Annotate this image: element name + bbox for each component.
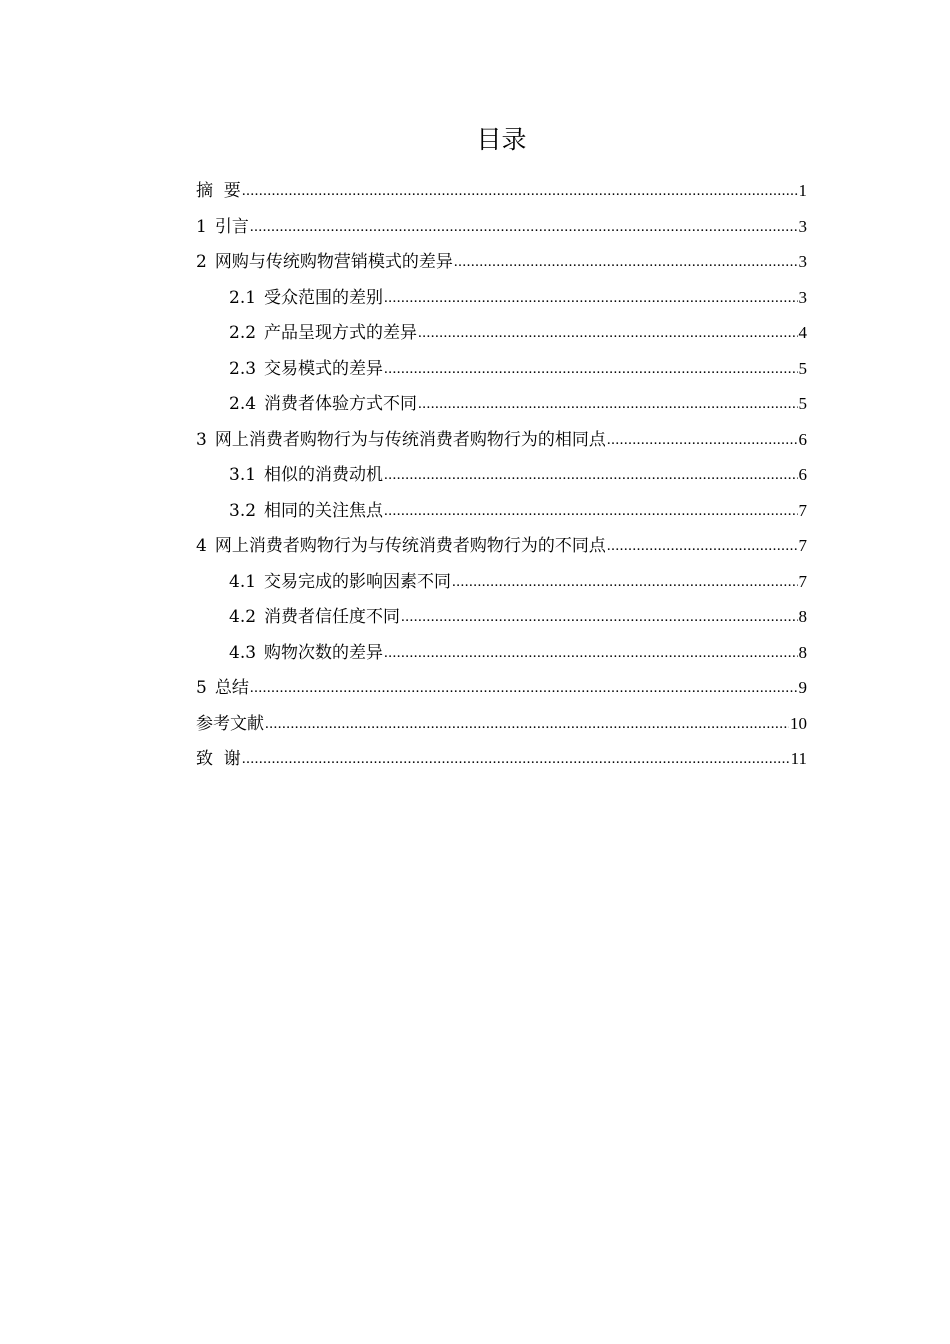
toc-entry-page: 7 [798, 571, 807, 591]
toc-leader-dots [607, 422, 798, 459]
toc-entry-section-2-1[interactable] [196, 280, 807, 316]
toc-entry-label: 致 谢 [196, 749, 241, 769]
toc-entry-section-2-3[interactable] [196, 351, 807, 387]
toc-entry-label: 2.1 受众范围的差别 [229, 287, 384, 308]
toc-entry-label: 5 总结 [196, 678, 249, 698]
toc-entry-page: 8 [798, 642, 807, 662]
toc-leader-dots [384, 457, 797, 494]
toc-entry-page: 9 [798, 678, 807, 697]
toc-entry-page: 7 [798, 500, 807, 520]
toc-entry-chapter-4[interactable] [196, 528, 807, 564]
toc-entry-label: 4.1 交易完成的影响因素不同 [229, 571, 452, 592]
toc-leader-dots [250, 209, 798, 246]
table-of-contents [196, 173, 807, 777]
toc-entry-section-4-1[interactable] [196, 564, 807, 600]
toc-entry-section-3-1[interactable] [196, 457, 807, 493]
toc-entry-label: 3.1 相似的消费动机 [229, 465, 384, 485]
toc-leader-dots [401, 599, 797, 636]
toc-entry-section-3-2[interactable] [196, 493, 807, 529]
toc-entry-section-2-4[interactable] [196, 386, 807, 422]
toc-entry-section-4-2[interactable] [196, 599, 807, 635]
toc-entry-page: 3 [798, 287, 807, 307]
toc-entry-page: 4 [798, 323, 807, 342]
toc-entry-label: 3.2 相同的关注焦点 [229, 500, 384, 521]
toc-entry-introduction[interactable] [196, 209, 807, 245]
toc-leader-dots [384, 635, 797, 672]
toc-entry-section-4-3[interactable] [196, 635, 807, 671]
toc-leader-dots [418, 315, 797, 352]
toc-entry-chapter-3[interactable] [196, 422, 807, 458]
toc-entry-page: 7 [798, 536, 807, 555]
toc-leader-dots [454, 244, 798, 281]
toc-entry-section-2-2[interactable] [196, 315, 807, 351]
toc-leader-dots [607, 528, 798, 565]
toc-entry-acknowledgements[interactable] [196, 741, 807, 777]
toc-entry-abstract[interactable] [196, 173, 807, 209]
toc-leader-dots [384, 493, 797, 530]
toc-leader-dots [265, 706, 789, 743]
toc-entry-page: 5 [798, 394, 807, 413]
toc-entry-label: 摘 要 [196, 181, 241, 201]
toc-leader-dots [384, 351, 797, 388]
toc-entry-page: 3 [798, 216, 807, 236]
toc-entry-label: 4.3 购物次数的差异 [229, 642, 384, 663]
toc-leader-dots [452, 564, 797, 601]
toc-entry-label: 2.4 消费者体验方式不同 [229, 394, 418, 414]
toc-entry-label: 3 网上消费者购物行为与传统消费者购物行为的相同点 [196, 429, 606, 450]
toc-leader-dots [250, 670, 798, 707]
toc-entry-chapter-5[interactable] [196, 670, 807, 706]
toc-leader-dots [418, 386, 797, 423]
toc-entry-page: 1 [798, 181, 807, 200]
toc-entry-page: 10 [790, 713, 807, 733]
toc-entry-label: 2.3 交易模式的差异 [229, 358, 384, 379]
toc-entry-chapter-2[interactable] [196, 244, 807, 280]
toc-entry-page: 11 [790, 749, 807, 768]
toc-entry-label: 4 网上消费者购物行为与传统消费者购物行为的不同点 [196, 536, 606, 556]
toc-leader-dots [384, 280, 797, 317]
toc-entry-page: 6 [798, 429, 807, 449]
toc-entry-references[interactable] [196, 706, 807, 742]
toc-entry-page: 8 [798, 607, 807, 626]
toc-leader-dots [242, 173, 798, 210]
toc-entry-page: 5 [798, 358, 807, 378]
toc-entry-page: 3 [798, 252, 807, 271]
toc-entry-label: 2.2 产品呈现方式的差异 [229, 323, 418, 343]
toc-entry-label: 1 引言 [196, 216, 249, 237]
toc-entry-page: 6 [798, 465, 807, 484]
toc-entry-label: 2 网购与传统购物营销模式的差异 [196, 252, 453, 272]
toc-leader-dots [242, 741, 790, 778]
toc-entry-label: 参考文献 [196, 713, 264, 734]
toc-entry-label: 4.2 消费者信任度不同 [229, 607, 401, 627]
page-title: 目录 [476, 125, 527, 154]
